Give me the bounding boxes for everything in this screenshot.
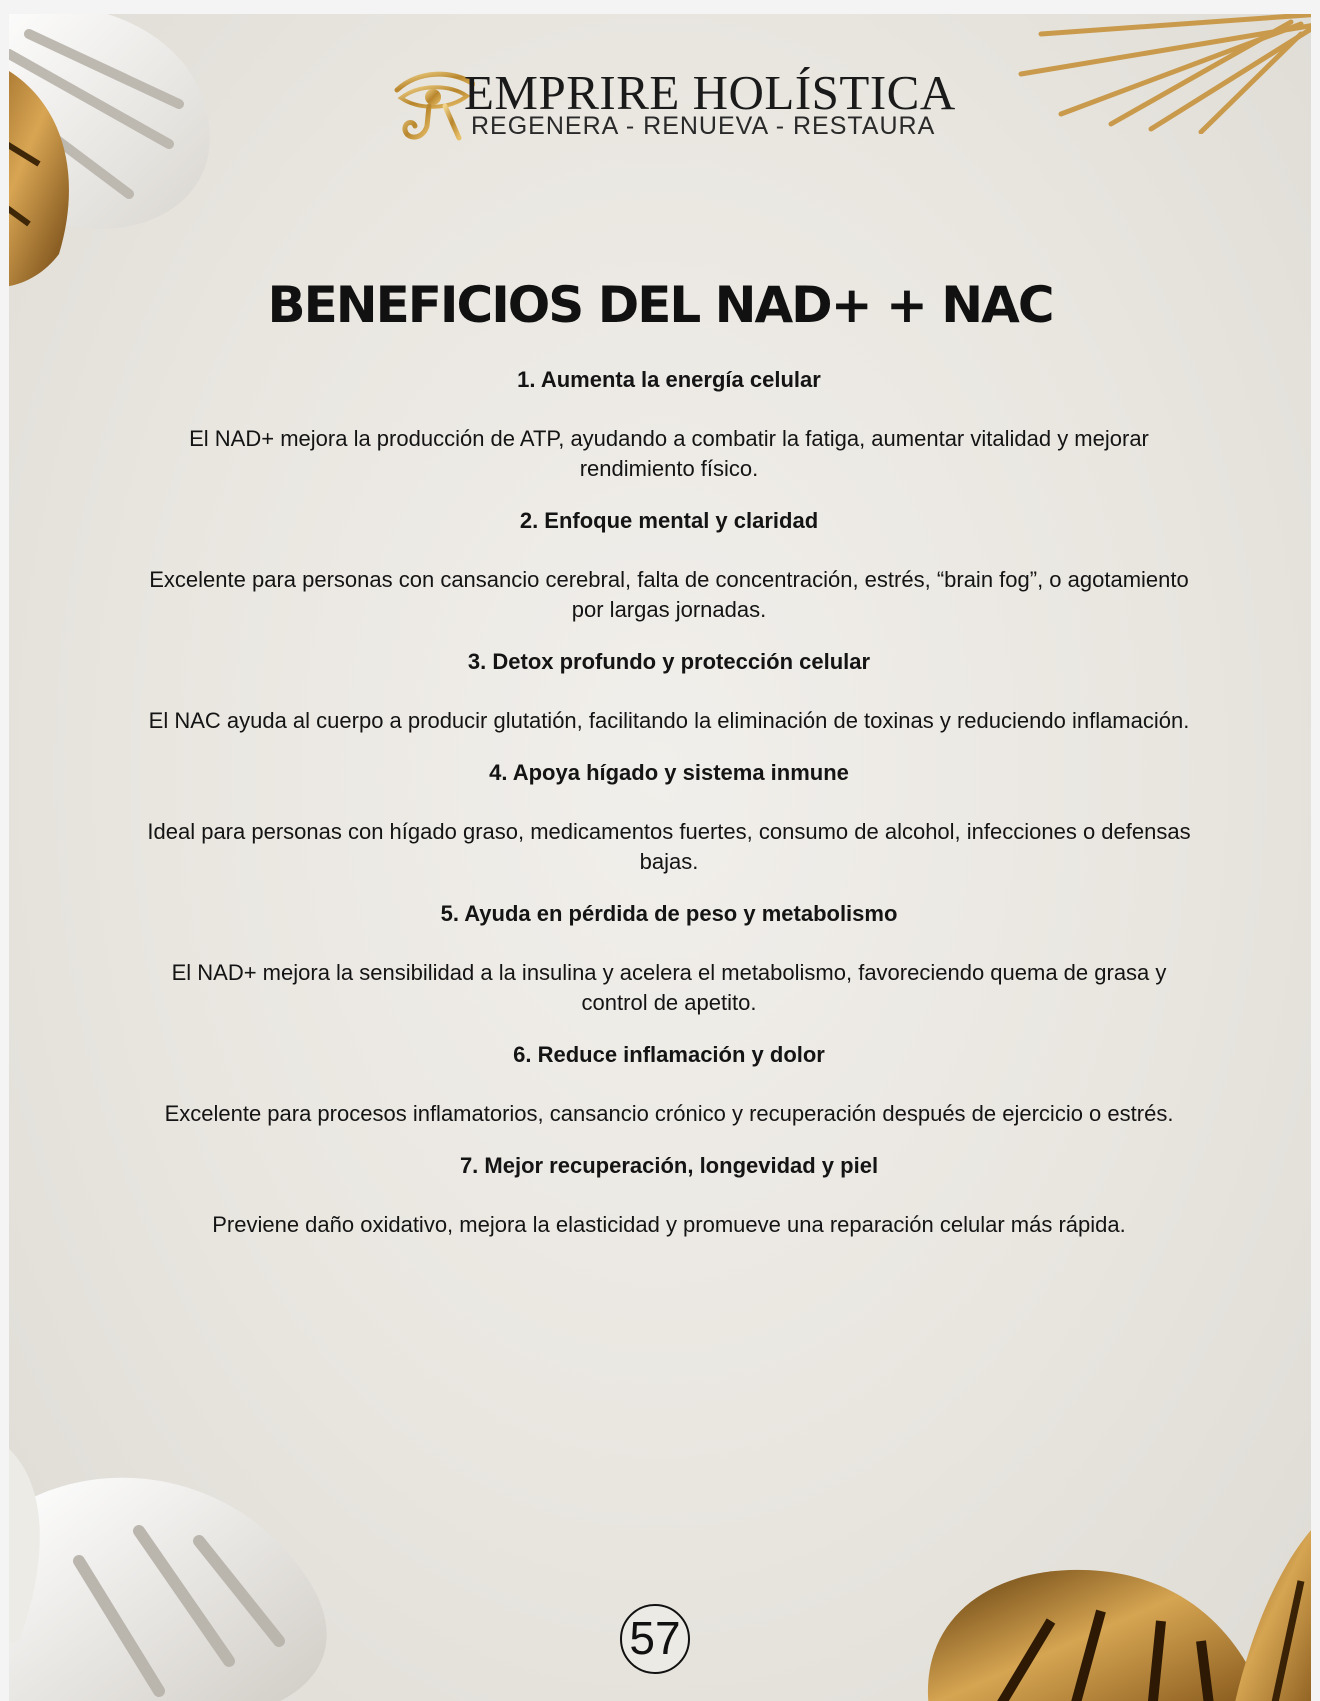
benefit-title: 4. Apoya hígado y sistema inmune	[489, 760, 849, 785]
benefit-item	[139, 898, 1199, 1018]
benefits-list	[139, 364, 1199, 1261]
benefit-item	[139, 364, 1199, 484]
benefit-description: Excelente para procesos inflamatorios, cansancio crónico y recuperación después de ejercicio o estrés.	[164, 1101, 1174, 1126]
benefit-item	[139, 1039, 1199, 1129]
benefit-description: El NAC ayuda al cuerpo a producir glutatión, facilitando la eliminación de toxinas y reduciendo inflamación.	[148, 708, 1190, 733]
benefit-description: Previene daño oxidativo, mejora la elasticidad y promueve una reparación celular más rápida.	[212, 1212, 1126, 1237]
brand-name: EMPRIRE HOLÍSTICA	[464, 65, 956, 120]
benefit-title: 5. Ayuda en pérdida de peso y metabolismo	[440, 901, 898, 926]
benefit-title: 3. Detox profundo y protección celular	[467, 649, 871, 674]
benefit-title: 2. Enfoque mental y claridad	[519, 508, 819, 533]
brand-tagline: REGENERA - RENUEVA - RESTAURA	[471, 112, 936, 140]
brand-header	[9, 52, 1311, 152]
benefit-item	[139, 1150, 1199, 1240]
benefit-item	[139, 646, 1199, 736]
monstera-leaf-bottom-right	[871, 1421, 1311, 1701]
benefit-title: 7. Mejor recuperación, longevidad y piel	[459, 1153, 879, 1178]
benefit-item	[139, 505, 1199, 625]
benefit-title: 6. Reduce inflamación y dolor	[513, 1042, 825, 1067]
benefit-item	[139, 757, 1199, 877]
benefit-description: El NAD+ mejora la producción de ATP, ayudando a combatir la fatiga, aumentar vitalidad y mejorar rendimiento físico.	[189, 426, 1149, 481]
benefit-description: El NAD+ mejora la sensibilidad a la insulina y acelera el metabolismo, favoreciendo quema de grasa y control de apetito.	[171, 960, 1167, 1015]
benefit-description: Excelente para personas con cansancio cerebral, falta de concentración, estrés, “brain fog”, o agotamiento por largas jornadas.	[149, 567, 1189, 622]
benefit-description: Ideal para personas con hígado graso, medicamentos fuertes, consumo de alcohol, infecciones o defensas bajas.	[147, 819, 1191, 874]
page-title: BENEFICIOS DEL NAD+ + NAC	[267, 276, 1053, 334]
document-page	[9, 14, 1311, 1701]
benefit-title: 1. Aumenta la energía celular	[517, 367, 821, 392]
monstera-leaf-bottom-left	[9, 1391, 399, 1701]
eye-of-horus-logo-icon	[393, 66, 475, 144]
page-number: 57	[620, 1604, 690, 1674]
